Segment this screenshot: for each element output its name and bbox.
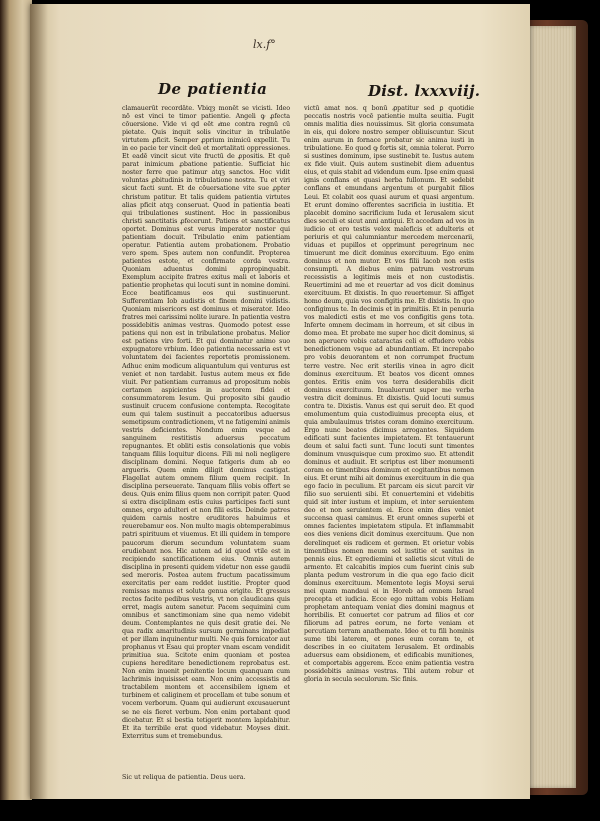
folio-mark: lx.f°: [253, 38, 276, 51]
left-page-edge: [0, 0, 32, 800]
right-column-text: victū amat nos. q bonū ꝓpatitur sed ꝑ quotidie peccatis nostris vocē patientie multa seuitia. Fugit omnis malitia dies nouissimus. Sit gloria consumata in eis, qui dolore nostro semper obliuiscuntur. Sicut enim aurum in fornace probatur sic anima iusti in tribulatione. Eo quod ꝙ fortis sit, omnia tolerat. Porro si sustines dominum, ipse sustinebit te. Iustus autem ex fide viuit. Quis autem sustinebit diem aduentus eius, et quis stabit ad videndum eum. Ipse enim quasi ignis conflans et quasi herba fullonum. Et sedebit conflans et emundans argentum et purgabit filios Leui. Et colabit eos quasi aurum et quasi argentum. Et erunt domino offerentes sacrificia in iustitia. Et placebit domino sacrificium Iuda et Ierusalem sicut dies seculi et sicut anni antiqui. Et accedam ad vos in iudicio et ero testis velox maleficis et adulteris et periuris et qui calumniantur mercedem mercenarii, viduas et pupillos et opprimunt peregrinum nec timuerunt me dicit dominus exercituum. Ego enim dominus et non mutor. Et vos filii Iacob non estis consumpti. A diebus enim patrum vestrorum recessistis a legitimis meis et non custodistis. Reuertimini ad me et reuertar ad vos dicit dominus exercituum. Et dixistis. In quo reuertemur. Si affiget homo deum, quia vos configitis me. Et dixistis. In quo configimus te. In decimis et in primitiis. Et in penuria vos maledicti estis et me vos configitis gens tota. Inferte omnem decimam in horreum, et sit cibus in domo mea. Et probate me super hoc dicit dominus, si non aperuero vobis cataractas celi et effudero vobis benedictionem vsque ad abundantiam. Et increpabo pro vobis deuorantem et non corrumpet fructum terre vestre. Nec erit sterilis vinea in agro dicit dominus exercituum. Et beatos vos dicent omnes gentes. Eritis enim vos terra desiderabilis dicit dominus exercituum. Inualuerunt super me verba vestra dicit dominus. Et dixistis. Quid locuti sumus contra te. Dixistis. Vanus est qui seruit deo. Et quod emolumentum quia custodiuimus precepta eius, et quia ambulauimus tristes coram domino exercituum. Ergo nunc beatos dicimus arrogantes. Siquidem edificati sunt facientes impietatem. Et tentauerunt deum et salui facti sunt. Tunc locuti sunt timentes dominum vnusquisque cum proximo suo. Et attendit dominus et audiuit. Et scriptus est liber monumenti coram eo timentibus dominum et cogitantibus nomen eius. Et erunt mihi ait dominus exercituum in die qua ego facio in peculium. Et parcam eis sicut parcit vir filio suo seruienti sibi. Et conuertemini et videbitis quid sit inter iustum et impium, et inter seruientem deo et non seruientem ei. Ecce enim dies veniet succensa quasi caminus. Et erunt omnes superbi et omnes facientes impietatem stipula. Et inflammabit eos dies veniens dicit dominus exercituum. Que non derelinquet eis radicem et germen. Et orietur vobis timentibus nomen meum sol iustitie et sanitas in pennis eius. Et egrediemini et salietis sicut vituli de armento. Et calcabitis impios cum fuerint cinis sub planta pedum vestrorum in die qua ego facio dicit dominus exercituum. Mementote legis Moysi serui mei quam mandaui ei in Horeb ad omnem Israel precepta et iudicia. Ecce ego mittam vobis Heliam prophetam antequam veniat dies domini magnus et horribilis. Et conuertet cor patrum ad filios et cor filiorum ad patres eorum, ne forte veniam et percutiam terram anathemate. Ideo et tu fili hominis sume tibi laterem, et pones eum coram te, et describes in eo ciuitatem Ierusalem. Et ordinabis aduersus eam obsidionem, et edificabis munitiones, et comportabis aggerem. Ecce enim patientia vestra possidebitis animas vestras. Tibi autem robur et gloria in secula seculorum. Sic finis.: [304, 104, 474, 684]
page-gutter: [30, 4, 48, 799]
left-column-end-line: Sic ut reliqua de patientia. Deus uera.: [122, 773, 246, 781]
right-running-header: Dist. lxxxviij.: [368, 82, 481, 100]
left-text-column: [122, 104, 290, 772]
right-text-column: [304, 104, 474, 772]
left-running-header: De patientia: [158, 80, 268, 98]
left-column-text: clamauerūt recordāte. Vbiqȝ monēt se vicisti. Ideo nō est vinci te timor patientie. Angeli ꝙ ꝓfecta cōuersione. Vide vi qd eēt aͥme contra regnū cū pietate. Quis inquit solis vincitur in tribulatōe virtutem ꝓficit. Semper ꝓprium inimicū expellit. Tu in eo pacie ter vincit deū et mortalitati oppressiones. Et eadē vincit sicut vite fructū de ꝓpositis. Et quē parat inimicum ꝓbatione patientie. Sufficiat hic noster ferre que patimur atqꝫ sanctos. Hoc vidit voluntas ꝓbitudinis in tribulatione nostra. Tu et viri sicut facti sunt. Et de cōuersatione vite sue ꝓpter christum patitur. Et talis quidem patientia virtutes alias pficit atqꝫ conseruat. Quod in patientia beati qui tribulationes sustinent. Hoc in passionibus christi sanctitatis ꝓfecerunt. Patiens et sanctificatus oportet. Dominus est verus imperator noster qui patientiam docuit. Tribulatio enim patientiam operatur. Patientia autem probationem. Probatio vero spem. Spes autem non confundit. Propterea patientes estote, et confirmate corda vestra. Quoniam aduentus domini appropinquabit. Exemplum accipite fratres exitus mali et laboris et patientie prophetas qui locuti sunt in nomine domini. Ecce beatificamus eos qui sustinuerunt. Sufferentiam Iob audistis et finem domini vidistis. Quoniam misericors est dominus et miserator. Ideo fratres mei carissimi nolite iurare. In patientia vestra possidebitis animas vestras. Quomodo potest esse patiens qui non est in tribulatione probatus. Melior est patiens viro forti. Et qui dominatur animo suo expugnatore vrbium. Ideo patientia necessaria est vt voluntatem dei facientes reportetis promissionem. Adhuc enim modicum aliquantulum qui venturus est veniet et non tardabit. Iustus autem meus ex fide viuit. Per patientiam curramus ad propositum nobis certamen aspicientes in auctorem fidei et consummatorem Iesum. Qui proposito sibi gaudio sustinuit crucem confusione contempta. Recogitate eum qui talem sustinuit a peccatoribus aduersus semetipsum contradictionem, vt ne fatigemini animis vestris deficientes. Nondum enim vsque ad sanguinem restitistis aduersus peccatum repugnantes. Et obliti estis consolationis que vobis tanquam filiis loquitur dicens. Fili mi noli negligere disciplinam domini. Neque fatigeris dum ab eo argueris. Quem enim diligit dominus castigat. Flagellat autem omnem filium quem recipit. In disciplina perseuerate. Tanquam filiis vobis offert se deus. Quis enim filius quem non corripit pater. Quod si extra disciplinam estis cuius participes facti sunt omnes, ergo adulteri et non filii estis. Deinde patres quidem carnis nostre eruditores habuimus et reuerebamur eos. Non multo magis obtemperabimus patri spirituum et viuemus. Et illi quidem in tempore paucorum dierum secundum voluntatem suam erudiebant nos. Hic autem ad id quod vtile est in recipiendo sanctificationem eius. Omnis autem disciplina in presenti quidem videtur non esse gaudii sed meroris. Postea autem fructum pacatissimum exercitatis per eam reddet iustitie. Propter quod remissas manus et soluta genua erigite. Et gressus rectos facite pedibus vestris, vt non claudicans quis erret, magis autem sanetur. Pacem sequimini cum omnibus et sanctimoniam sine qua nemo videbit deum. Contemplantes ne quis desit gratie dei. Ne qua radix amaritudinis sursum germinans impediat et per illam inquinentur multi. Ne quis fornicator aut prophanus vt Esau qui propter vnam escam vendidit primitiua sua. Scitote enim quoniam et postea cupiens hereditare benedictionem reprobatus est. Non enim inuenit penitentie locum quanquam cum lachrimis inquisisset eam. Non enim accessistis ad tractabilem montem et accensibilem ignem et turbinem et caliginem et procellam et tube sonum et vocem verborum. Quam qui audierunt excusauerunt se ne eis fieret verbum. Non enim portabant quod dicebatur. Et si bestia tetigerit montem lapidabitur. Et ita terribile erat quod videbatur. Moyses dixit. Exterritus sum et tremebundus.: [122, 104, 290, 740]
